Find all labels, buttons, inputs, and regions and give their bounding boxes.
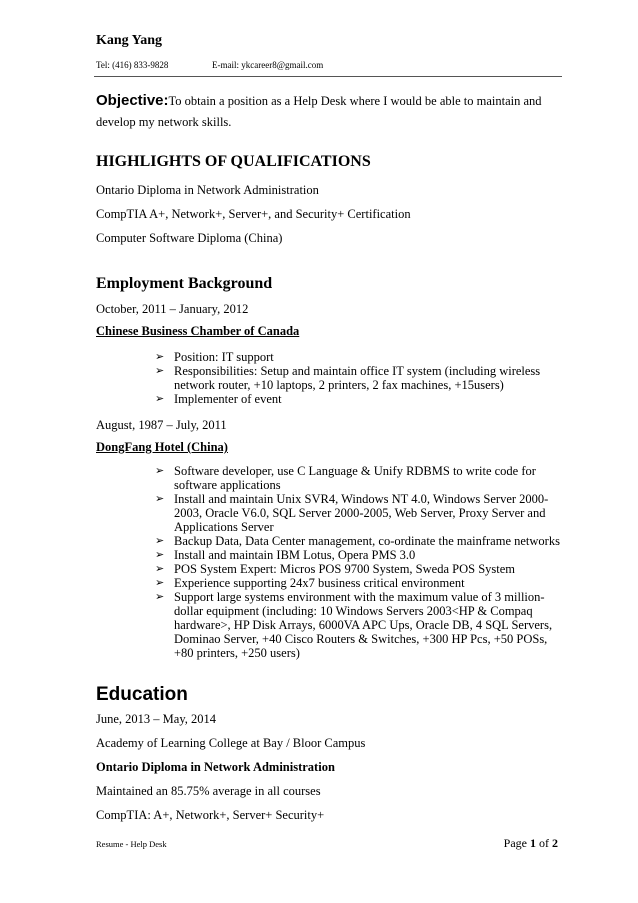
highlights-heading: HIGHLIGHTS OF QUALIFICATIONS bbox=[96, 153, 371, 170]
education-average: Maintained an 85.75% average in all courses bbox=[96, 784, 321, 798]
objective-text: To obtain a position as a Help Desk where I would be able to maintain and develop my network skills. bbox=[96, 94, 542, 129]
job-dates: August, 1987 – July, 2011 bbox=[96, 418, 227, 432]
education-diploma: Ontario Diploma in Network Administration bbox=[96, 760, 335, 774]
job-bullets bbox=[155, 464, 565, 660]
list-item: ➢ Responsibilities: Setup and maintain office IT system (including wireless network router, +10 laptops, 2 printers, 2 fax machines, +15users) bbox=[155, 364, 541, 392]
list-item: ➢ Software developer, use C Language & Unify RDBMS to write code for software applications bbox=[155, 464, 536, 492]
arrow-bullet-icon: ➢ bbox=[155, 493, 165, 505]
education-dates: June, 2013 – May, 2014 bbox=[96, 712, 217, 726]
job-employer: Chinese Business Chamber of Canada bbox=[96, 324, 300, 338]
arrow-bullet-icon: ➢ bbox=[155, 563, 165, 575]
job-bullets bbox=[155, 350, 565, 406]
contact-line bbox=[96, 60, 324, 70]
list-item: ➢ Install and maintain IBM Lotus, Opera PMS 3.0 bbox=[155, 548, 416, 562]
education-heading: Education bbox=[96, 684, 188, 705]
phone-number: Tel: (416) 833-9828 bbox=[96, 60, 169, 70]
page-number: Page 1 of 2 bbox=[503, 836, 558, 850]
list-item: ➢ Install and maintain Unix SVR4, Windows NT 4.0, Windows Server 2000-2003, Oracle V6.0, SQL Server 2000-2005, Web Server, Proxy Server and Applications Server bbox=[155, 492, 549, 534]
objective-label: Objective: bbox=[96, 92, 169, 109]
job-employer: DongFang Hotel (China) bbox=[96, 440, 228, 454]
highlight-item: Ontario Diploma in Network Administration bbox=[96, 183, 319, 197]
arrow-bullet-icon: ➢ bbox=[155, 351, 165, 363]
list-item: ➢ Support large systems environment with the maximum value of 3 million-dollar equipment (including: 10 Windows Servers 2003<HP & Compaq hardware>, HP Disk Arrays, 6000VA APC Ups, Oracle DB, 4 SQL Servers, Dominao Server, +40 Cisco Routers & Switches, +300 HP Pcs, +50 POSs, +80 printers, +250 users) bbox=[155, 590, 553, 660]
education-certs: CompTIA: A+, Network+, Server+ Security+ bbox=[96, 808, 325, 822]
arrow-bullet-icon: ➢ bbox=[155, 591, 165, 603]
arrow-bullet-icon: ➢ bbox=[155, 549, 165, 561]
list-item: ➢ Backup Data, Data Center management, co-ordinate the mainframe networks bbox=[155, 534, 560, 548]
footer-doc-title: Resume - Help Desk bbox=[96, 839, 167, 849]
objective-section bbox=[96, 90, 566, 133]
arrow-bullet-icon: ➢ bbox=[155, 365, 165, 377]
list-item: ➢ Experience supporting 24x7 business critical environment bbox=[155, 576, 465, 590]
arrow-bullet-icon: ➢ bbox=[155, 577, 165, 589]
arrow-bullet-icon: ➢ bbox=[155, 393, 165, 405]
list-item: ➢ Position: IT support bbox=[155, 350, 274, 364]
list-item: ➢ Implementer of event bbox=[155, 392, 282, 406]
arrow-bullet-icon: ➢ bbox=[155, 535, 165, 547]
highlight-item: Computer Software Diploma (China) bbox=[96, 231, 283, 245]
candidate-name: Kang Yang bbox=[96, 33, 163, 48]
header-divider bbox=[94, 76, 562, 77]
email-address: E-mail: ykcareer8@gmail.com bbox=[212, 60, 324, 70]
arrow-bullet-icon: ➢ bbox=[155, 465, 165, 477]
list-item: ➢ POS System Expert: Micros POS 9700 System, Sweda POS System bbox=[155, 562, 516, 576]
employment-heading: Employment Background bbox=[96, 275, 273, 292]
job-dates: October, 2011 – January, 2012 bbox=[96, 302, 249, 316]
education-school: Academy of Learning College at Bay / Bloor Campus bbox=[96, 736, 366, 750]
highlight-item: CompTIA A+, Network+, Server+, and Security+ Certification bbox=[96, 207, 411, 221]
